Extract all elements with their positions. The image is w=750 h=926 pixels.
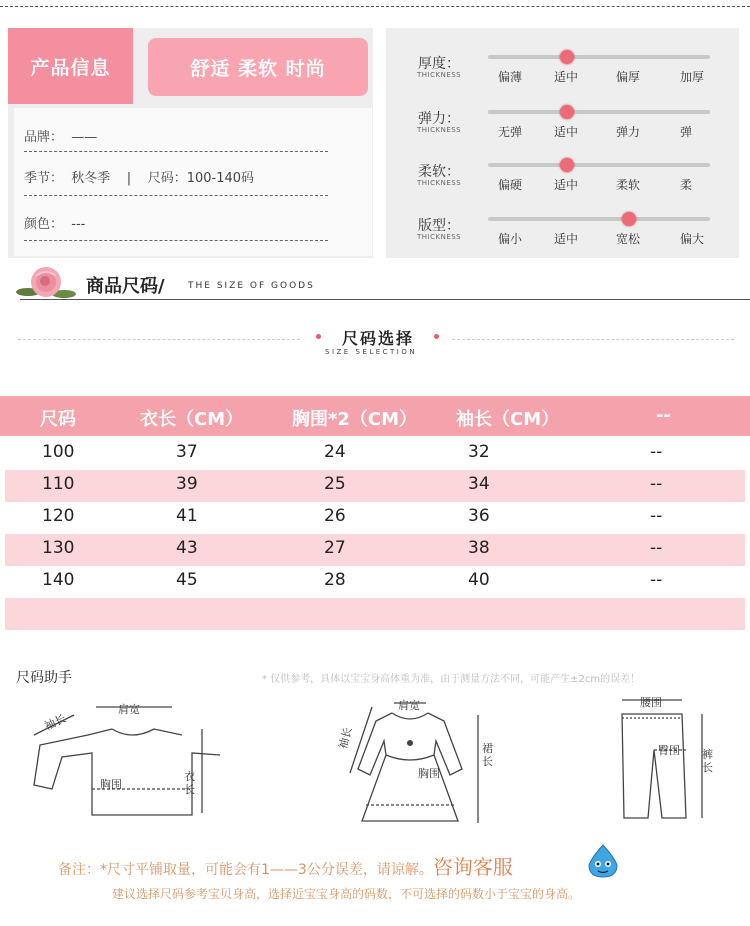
top-divider (0, 6, 750, 7)
table-row-stripe (5, 470, 745, 502)
dress-shoulder-label: 肩宽 (398, 699, 420, 712)
table-cell: 38 (468, 538, 490, 558)
property-option-label: 偏大 (680, 232, 705, 246)
table-cell: 140 (42, 570, 75, 590)
property-slider-track (488, 163, 710, 167)
pants-hip-label: 臀围 (658, 744, 680, 757)
remark-label: 备注：*尺寸平铺取量，可能会有1——3公分误差，请谅解。 (58, 862, 433, 878)
property-option-label: 偏厚 (616, 70, 641, 84)
property-title: 弹力： (418, 111, 460, 127)
table-cell: 40 (468, 570, 490, 590)
table-cell: -- (650, 538, 663, 558)
property-slider-track (488, 217, 710, 221)
property-slider-knob (560, 158, 574, 172)
property-option-label: 加厚 (680, 70, 705, 84)
property-option-label: 偏硬 (498, 178, 523, 192)
features-tag: 舒适 柔软 时尚 (148, 38, 368, 96)
property-slider-knob (560, 105, 574, 119)
property-slider-track (488, 55, 710, 59)
table-cell: 32 (468, 442, 490, 462)
remark-text (58, 851, 513, 880)
table-cell: 37 (176, 442, 198, 462)
property-option-label: 偏小 (498, 232, 523, 246)
table-cell: 120 (42, 506, 75, 526)
dot-icon (316, 334, 321, 339)
table-cell: 39 (176, 474, 198, 494)
size-selection-title: 尺码选择 (342, 329, 415, 348)
divider (24, 240, 328, 241)
table-cell: -- (650, 570, 663, 590)
table-cell: 36 (468, 506, 490, 526)
header-chest: 胸围*2（CM） (292, 409, 418, 430)
table-cell: 45 (176, 570, 198, 590)
size-helper-note: * 仅供参考，具体以宝宝身高体重为准，由于测量方法不同，可能产生±2cm的误差！ (262, 674, 641, 685)
dress-length-label: 裙长 (482, 742, 493, 768)
rose-icon (14, 262, 78, 302)
shirt-length-label: 衣长 (184, 770, 195, 796)
property-option-label: 适中 (554, 125, 579, 139)
brand-row: 品牌： —— (24, 130, 98, 145)
header-sleeve: 袖长（CM） (456, 409, 560, 430)
property-option-label: 偏薄 (498, 70, 523, 84)
shirt-chest-label: 胸围 (100, 778, 122, 791)
property-subtitle: THICKNESS (417, 71, 462, 79)
shirt-shoulder-label: 肩宽 (118, 703, 140, 716)
size-helper-title: 尺码助手 (16, 670, 72, 686)
table-cell: 41 (176, 506, 198, 526)
shirt-sleeve-label: 袖长 (42, 711, 68, 733)
property-option-label: 适中 (554, 70, 579, 84)
property-option-label: 无弹 (498, 125, 523, 139)
season-row: 季节： 秋冬季 | 尺码：100-140码 (24, 171, 255, 186)
customer-service-icon[interactable] (584, 843, 622, 879)
header-length: 衣长（CM） (140, 409, 244, 430)
property-option-label: 适中 (554, 178, 579, 192)
table-cell: 25 (324, 474, 346, 494)
dress-diagram (332, 695, 492, 835)
property-option-label: 弹 (680, 125, 693, 139)
table-cell: -- (650, 442, 663, 462)
property-option-label: 弹力 (616, 125, 641, 139)
color-row: 颜色： --- (24, 217, 86, 232)
property-title: 柔软： (418, 164, 460, 180)
goods-size-title: 商品尺码/ (86, 276, 165, 297)
property-option-label: 宽松 (616, 232, 641, 246)
table-cell: -- (650, 506, 663, 526)
table-cell: 28 (324, 570, 346, 590)
table-cell: 43 (176, 538, 198, 558)
pants-length-label: 裤长 (702, 748, 713, 774)
table-cell: 100 (42, 442, 75, 462)
table-cell: 130 (42, 538, 75, 558)
divider (18, 339, 300, 340)
table-cell: 110 (42, 474, 75, 494)
property-title: 版型： (418, 218, 460, 234)
property-option-label: 适中 (554, 232, 579, 246)
property-subtitle: THICKNESS (417, 179, 462, 187)
property-subtitle: THICKNESS (417, 126, 462, 134)
goods-size-subtitle: THE SIZE OF GOODS (188, 281, 315, 291)
consult-link[interactable]: 咨询客服 (432, 855, 513, 879)
size-selection-subtitle: SIZE SELECTION (325, 348, 418, 356)
property-slider-knob (622, 212, 636, 226)
property-slider-track (488, 110, 710, 114)
property-option-label: 柔 (680, 178, 693, 192)
property-slider-knob (560, 50, 574, 64)
header-size: 尺码 (40, 409, 76, 430)
table-row-stripe (5, 598, 745, 630)
table-cell: 27 (324, 538, 346, 558)
suggest-text: 建议选择尺码参考宝贝身高，选择近宝宝身高的码数，不可选择的码数小于宝宝的身高。 (112, 887, 581, 901)
table-row-stripe (5, 534, 745, 566)
property-title: 厚度： (418, 56, 460, 72)
pants-waist-label: 腰围 (640, 696, 662, 709)
table-cell: 24 (324, 442, 346, 462)
dot-icon (434, 334, 439, 339)
header-extra: -- (656, 405, 671, 426)
heading-underline (20, 299, 750, 300)
divider (452, 339, 734, 340)
table-cell: 26 (324, 506, 346, 526)
divider (24, 151, 328, 152)
divider (24, 195, 328, 196)
property-option-label: 柔软 (616, 178, 641, 192)
product-info-tag: 产品信息 (8, 28, 133, 104)
dress-sleeve-label: 袖长 (336, 725, 355, 751)
dress-chest-label: 胸围 (418, 767, 440, 780)
property-subtitle: THICKNESS (417, 233, 462, 241)
table-cell: 34 (468, 474, 490, 494)
table-cell: -- (650, 474, 663, 494)
